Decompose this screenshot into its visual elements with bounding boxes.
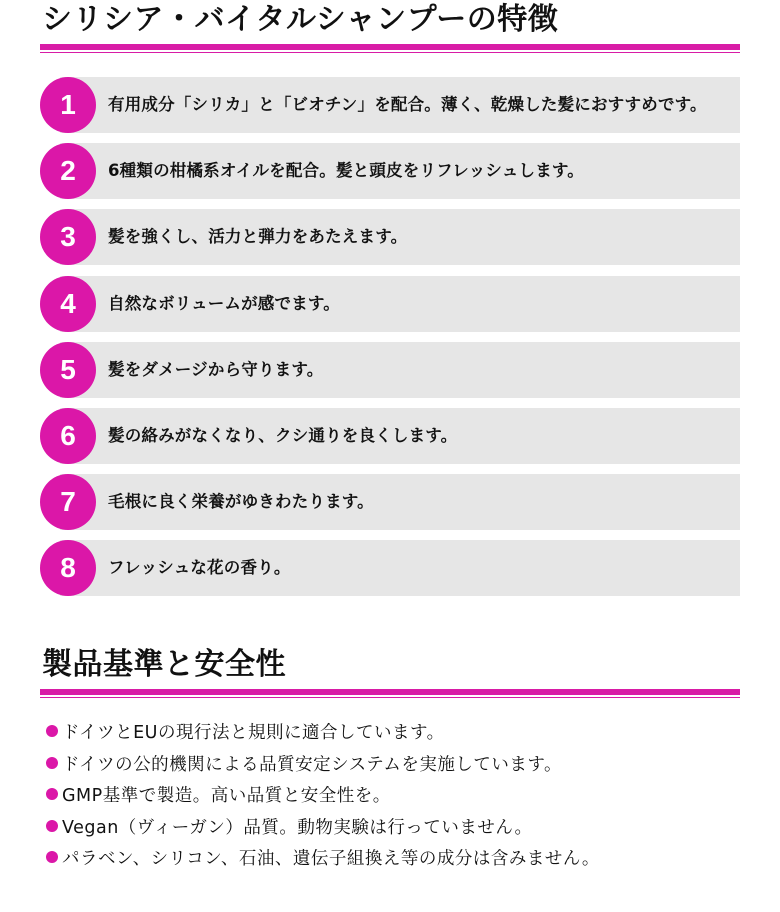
feature-text: 有用成分「シリカ」と「ビオチン」を配合。薄く、乾燥した髪におすすめです。: [108, 95, 707, 114]
bullet-dot-icon: [46, 725, 58, 737]
feature-item: [40, 276, 740, 332]
feature-item: [40, 209, 740, 265]
features-title: シリシア・バイタルシャンプーの特徴: [42, 2, 559, 37]
list-item: [46, 781, 746, 813]
bullet-dot-icon: [46, 757, 58, 769]
list-item: [46, 718, 746, 750]
bullet-dot-icon: [46, 820, 58, 832]
standards-section: [40, 645, 740, 698]
feature-number-badge: 1: [40, 77, 96, 133]
bullet-dot-icon: [46, 788, 58, 800]
list-item-text: Vegan（ヴィーガン）品質。動物実験は行っていません。: [62, 817, 533, 838]
feature-text: 髪をダメージから守ります。: [108, 359, 324, 379]
feature-text: 髪の絡みがなくなり、クシ通りを良くします。: [108, 425, 458, 445]
underline-thin: [40, 697, 740, 698]
feature-item: [40, 540, 740, 596]
standards-title-underline: [40, 689, 740, 698]
feature-list: [40, 77, 740, 607]
feature-number-badge: 6: [40, 408, 96, 464]
feature-item: [40, 408, 740, 464]
list-item-text: GMP基準で製造。高い品質と安全性を。: [62, 786, 391, 806]
list-item: [46, 813, 746, 845]
feature-item: [40, 342, 740, 398]
standards-title: 製品基準と安全性: [42, 647, 286, 682]
feature-text: 6種類の柑橘系オイルを配合。髪と頭皮をリフレッシュします。: [108, 161, 584, 181]
feature-text: 自然なボリュームが感でます。: [108, 293, 340, 313]
bullet-dot-icon: [46, 851, 58, 863]
underline-thin: [40, 52, 740, 53]
features-section: [40, 0, 740, 53]
standards-list: [46, 718, 746, 876]
list-item: [46, 844, 746, 876]
list-item-text: ドイツの公的機関による品質安定システムを実施しています。: [62, 754, 562, 775]
feature-item: [40, 77, 740, 133]
feature-item: [40, 474, 740, 530]
list-item-text: ドイツとEUの現行法と規則に適合しています。: [62, 723, 445, 743]
feature-item: [40, 143, 740, 199]
list-item: [46, 750, 746, 782]
feature-number-badge: 5: [40, 342, 96, 398]
list-item-text: パラベン、シリコン、石油、遺伝子組換え等の成分は含みません。: [62, 849, 600, 869]
feature-number-badge: 3: [40, 209, 96, 265]
features-title-underline: [40, 44, 740, 53]
feature-number-badge: 7: [40, 474, 96, 530]
feature-number-badge: 8: [40, 540, 96, 596]
feature-number-badge: 2: [40, 143, 96, 199]
feature-text: 毛根に良く栄養がゆきわたります。: [108, 492, 374, 512]
underline-thick: [40, 689, 740, 695]
feature-text: 髪を強くし、活力と弾力をあたえます。: [108, 227, 408, 247]
underline-thick: [40, 44, 740, 50]
feature-text: フレッシュな花の香り。: [108, 558, 291, 578]
feature-number-badge: 4: [40, 276, 96, 332]
